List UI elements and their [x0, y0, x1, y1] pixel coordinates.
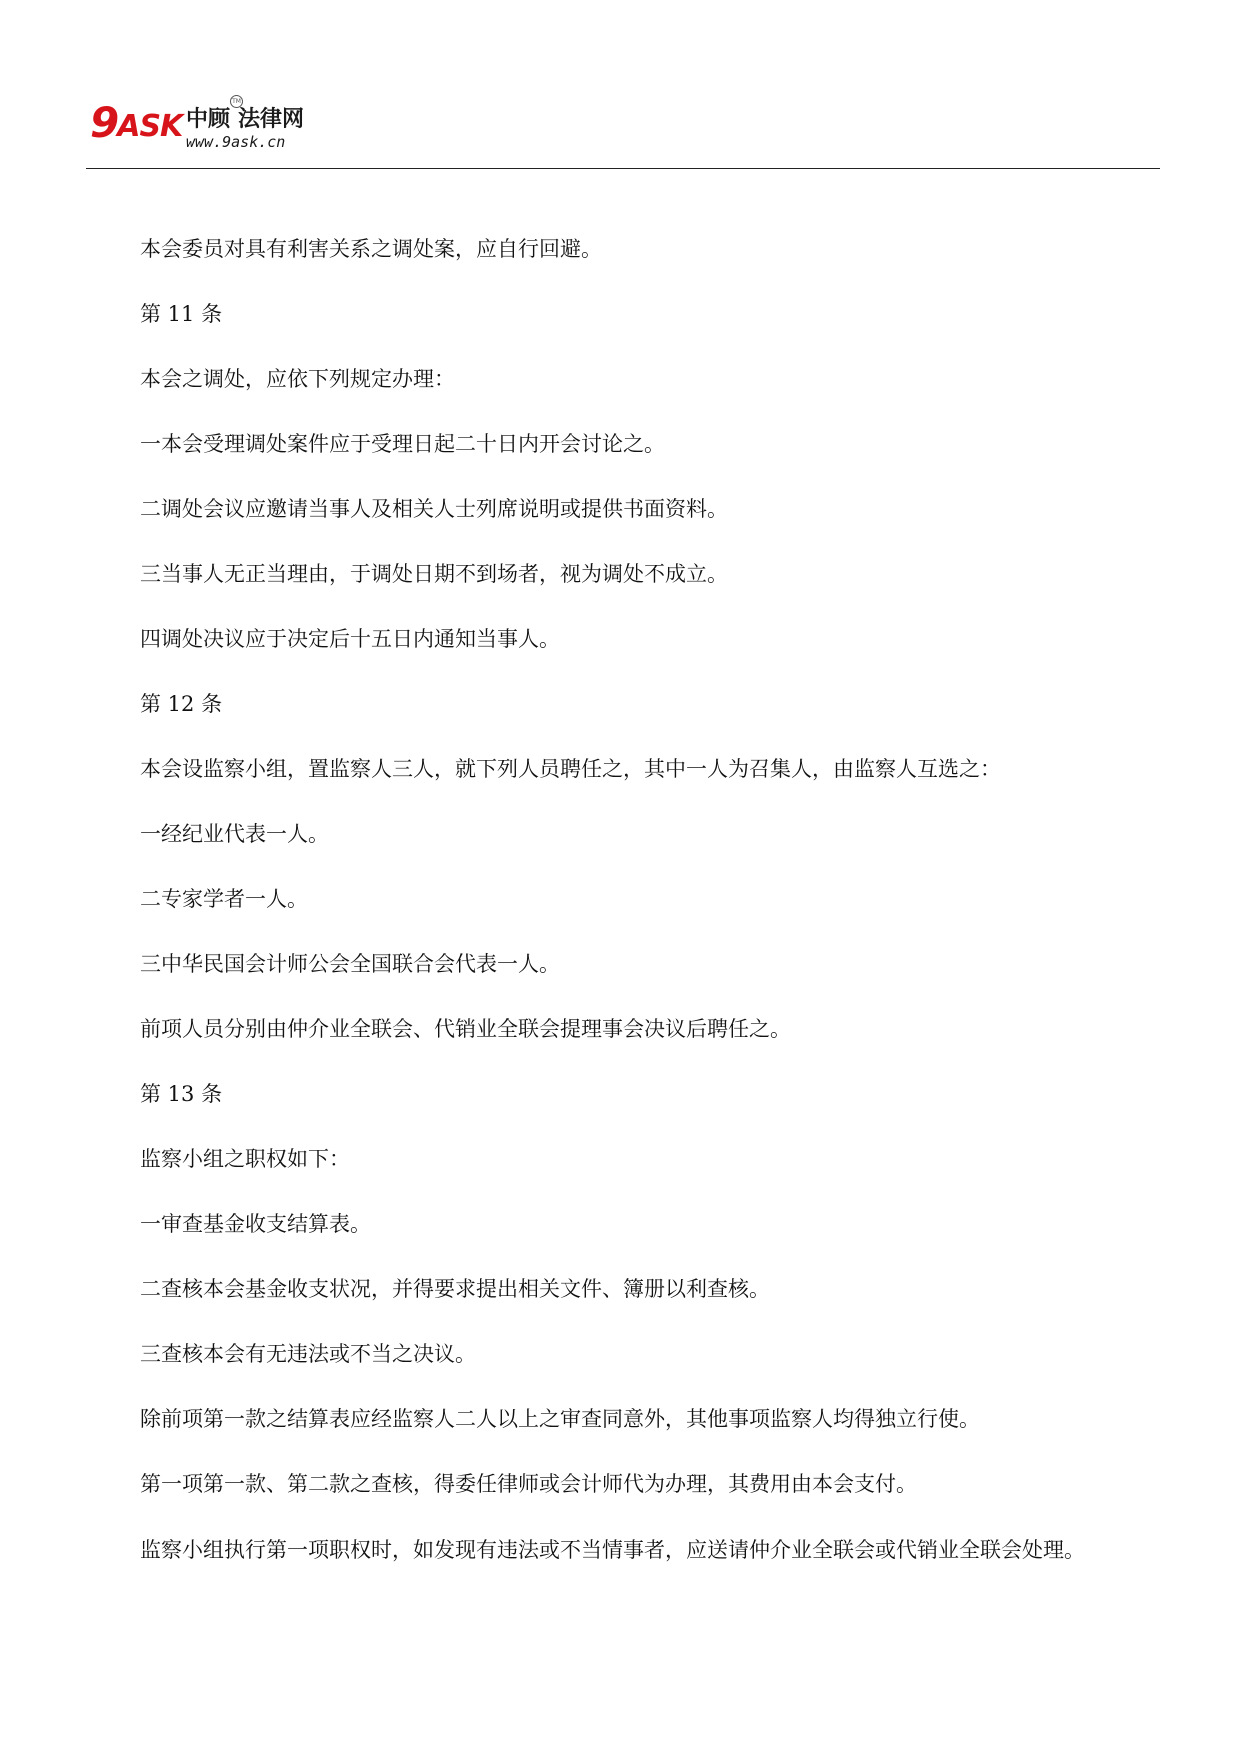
paragraph: 前项人员分别由仲介业全联会、代销业全联会提理事会决议后聘任之。 [140, 1017, 791, 1041]
list-item: 一审查基金收支结算表。 [140, 1212, 371, 1236]
logo-cn-part2: 法律网 [238, 107, 305, 132]
logo-chinese-name [186, 107, 304, 133]
site-logo[interactable] [90, 95, 350, 155]
article-heading: 第 11 条 [140, 302, 223, 326]
paragraph: 第一项第一款、第二款之查核，得委任律师或会计师代为办理，其费用由本会支付。 [140, 1472, 917, 1496]
logo-mark [90, 98, 183, 147]
list-item: 一经纪业代表一人。 [140, 822, 329, 846]
logo-nine: 9 [90, 98, 118, 147]
paragraph: 本会之调处，应依下列规定办理： [140, 367, 455, 391]
list-item: 三当事人无正当理由，于调处日期不到场者，视为调处不成立。 [140, 562, 728, 586]
page-header [90, 95, 1160, 170]
paragraph: 监察小组之职权如下： [140, 1147, 350, 1171]
logo-cn-part1: 中顾 [186, 107, 231, 132]
header-divider [86, 168, 1160, 169]
paragraph: 本会委员对具有利害关系之调处案，应自行回避。 [140, 237, 602, 261]
list-item: 二查核本会基金收支状况，并得要求提出相关文件、簿册以利查核。 [140, 1277, 770, 1301]
logo-url: www.9ask.cn [186, 133, 286, 151]
paragraph: 监察小组执行第一项职权时，如发现有违法或不当情事者，应送请仲介业全联会或代销业全联会处理。 [140, 1538, 1085, 1562]
list-item: 四调处决议应于决定后十五日内通知当事人。 [140, 627, 560, 651]
article-heading: 第 13 条 [140, 1082, 223, 1106]
list-item: 三中华民国会计师公会全国联合会代表一人。 [140, 952, 560, 976]
paragraph: 本会设监察小组，置监察人三人，就下列人员聘任之，其中一人为召集人，由监察人互选之： [140, 757, 1001, 781]
article-heading: 第 12 条 [140, 692, 223, 716]
logo-ask: ASK [117, 109, 183, 144]
list-item: 三查核本会有无违法或不当之决议。 [140, 1342, 476, 1366]
list-item: 二调处会议应邀请当事人及相关人士列席说明或提供书面资料。 [140, 497, 728, 521]
paragraph: 除前项第一款之结算表应经监察人二人以上之审查同意外，其他事项监察人均得独立行使。 [140, 1407, 980, 1431]
document-body [90, 235, 1160, 1602]
list-item: 一本会受理调处案件应于受理日起二十日内开会讨论之。 [140, 432, 665, 456]
list-item: 二专家学者一人。 [140, 887, 308, 911]
trademark-icon: TM [230, 95, 243, 108]
